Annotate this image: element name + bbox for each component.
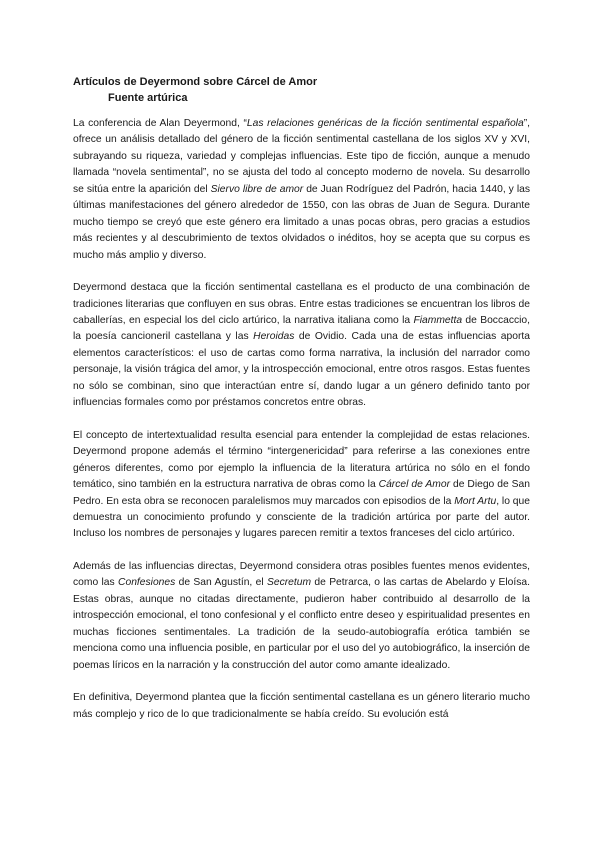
- text-run: de Juan Rodríguez del Padrón, hacia 1440, y las últimas manifestaciones del género alrededor de 1550, con las obras de Juan de Segura. Durante mucho tiempo se creyó que este género era limitado a unas pocas obras, pero gracias a estudios más recientes y al descubrimiento de textos olvidados o inéditos, hoy se acepta que su corpus es mucho más amplio y diverso.: [73, 183, 530, 261]
- paragraph: [73, 559, 530, 674]
- paragraph: [73, 690, 530, 723]
- text-run: de Ovidio. Cada una de estas influencias aporta elementos característicos: el uso de cartas como forma narrativa, la inclusión del narrador como personaje, la visión trágica del amor, y la introspección emocional, entre otros rasgos. Estas fuentes no sólo se combinan, sino que interactúan entre sí, dando lugar a un género definido tanto por influencias formales como por préstamos concretos entre obras.: [73, 331, 530, 409]
- italic-text: Heroidas: [253, 331, 295, 343]
- italic-text: Mort Artu: [454, 495, 497, 507]
- text-run: En definitiva, Deyermond plantea que la ficción sentimental castellana es un género literario mucho más complejo y rico de lo que tradicionalmente se había creído. Su evolución está: [73, 692, 530, 720]
- text-run: de Petrarca, o las cartas de Abelardo y Eloísa. Estas obras, aunque no citadas directamente, pudieron haber contribuido al desarrollo de la introspección emocional, el tono confesional y el conflicto entre deseo y espiritualidad presentes en muchas ficciones sentimentales. La tradición de la seudo-autobiografía erótica también se menciona como una influencia posible, en particular por el uso del yo autobiográfico, la inserción de poemas líricos en la narración y la construcción del autor como amante idealizado.: [73, 577, 530, 671]
- text-run: El concepto de intertextualidad resulta esencial para entender la complejidad de estas relaciones. Deyermond propone además el término “intergenericidad” para referirse a las conexiones entre géneros diferentes, como por ejemplo la influencia de la literatura artúrica no sólo en el fondo temático, sino también en la estructura narrativa de obras como la: [73, 429, 530, 491]
- text-run: Deyermond destaca que la ficción sentimental castellana es el producto de una combinación de tradiciones literarias que confluyen en sus obras. Entre estas tradiciones se encuentran los libros de caballerías, en especial los del ciclo artúrico, la narrativa italiana como la: [73, 282, 530, 326]
- text-run: ”, ofrece un análisis detallado del género de la ficción sentimental castellana de los siglos XV y XVI, subrayando su riqueza, variedad y complejas influencias. Este tipo de ficción, aunque a menudo llamada “novela sentimental”, no se ajusta del todo al concepto moderno de novela. Su desarrollo se sitúa entre la aparición del: [73, 118, 530, 195]
- italic-text: Las relaciones genéricas de la ficción sentimental española: [246, 118, 524, 129]
- text-run: de Diego de San Pedro. En esta obra se reconocen paralelismos muy marcados con episodios de la: [73, 479, 530, 507]
- paragraph: [73, 116, 530, 264]
- italic-text: Siervo libre de amor: [210, 183, 304, 195]
- italic-text: Cárcel de Amor: [378, 479, 450, 491]
- italic-text: Confesiones: [118, 577, 176, 589]
- text-run: de Boccaccio, la poesía cancioneril castellana y las: [73, 314, 530, 343]
- text-run: de San Agustín, el: [175, 577, 267, 589]
- paragraph: [73, 428, 530, 543]
- text-run: La conferencia de Alan Deyermond, “: [73, 118, 247, 129]
- document-title: Artículos de Deyermond sobre Cárcel de Amor: [73, 76, 318, 88]
- text-run: Además de las influencias directas, Deyermond considera otras posibles fuentes menos evidentes, como las: [73, 560, 530, 589]
- italic-text: Secretum: [266, 577, 312, 589]
- paragraph: [73, 280, 530, 412]
- document-subtitle: Fuente artúrica: [108, 92, 188, 104]
- text-run: , lo que demuestra un conocimiento profundo y consciente de la tradición artúrica por parte del autor. Incluso los nombres de personajes y lugares parecen remitir a textos franceses del ciclo artúrico.: [73, 495, 530, 540]
- document-body: [73, 116, 530, 739]
- document-heading: [73, 74, 317, 106]
- italic-text: Fiammetta: [413, 314, 463, 326]
